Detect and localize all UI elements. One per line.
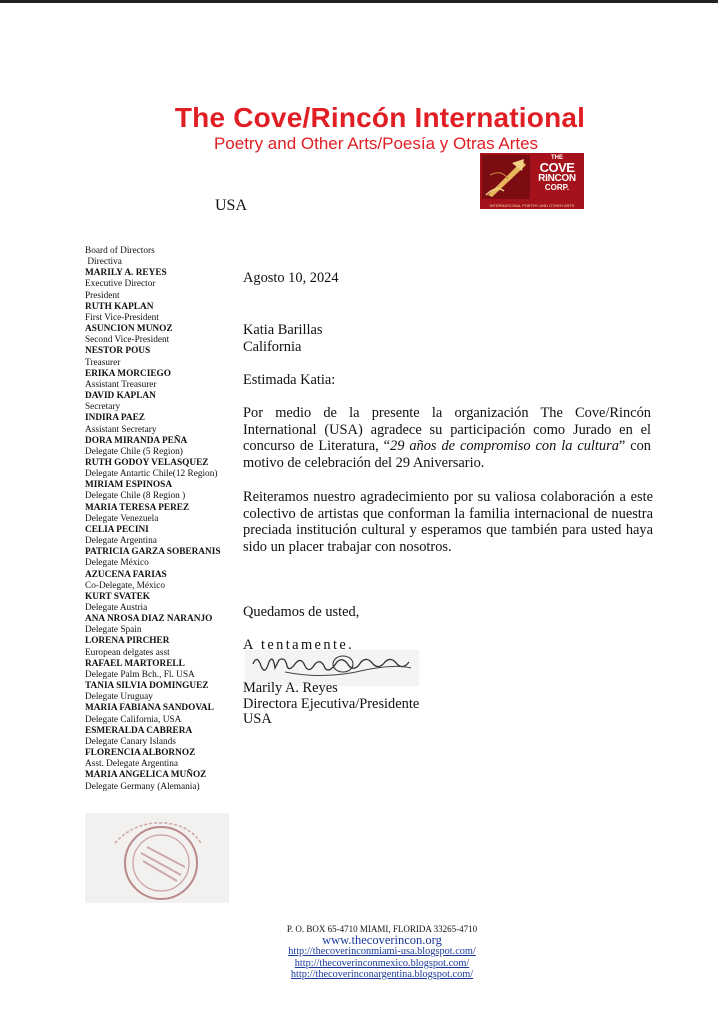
- board-member-name: ESMERALDA CABRERA: [85, 725, 193, 736]
- board-member-name: DORA MIRANDA PEÑA: [85, 435, 188, 446]
- p1-start: Por medio de la presente la organización The Cove/Rincón International (USA) agradece su participación como Jurado en el concurso de Literatura, “: [243, 405, 651, 455]
- signer-block: [243, 681, 419, 728]
- recipient-block: [243, 322, 323, 355]
- header-country: USA: [215, 197, 248, 214]
- blog-link-argentina[interactable]: http://thecoverinconargentina.blogspot.com/: [290, 968, 474, 980]
- board-member-name: ASUNCION MUNOZ: [85, 324, 173, 335]
- letter-date: Agosto 10, 2024: [243, 270, 339, 286]
- logo-wordmark: [532, 155, 582, 192]
- board-member-name: INDIRA PAEZ: [85, 413, 146, 424]
- board-member-role: Secretary: [85, 402, 121, 413]
- board-member-name: MARILY A. REYES: [85, 268, 167, 279]
- board-header-es: Directiva: [85, 257, 122, 268]
- board-member-name: DAVID KAPLAN: [85, 391, 156, 402]
- board-member-name: RAFAEL MARTORELL: [85, 658, 185, 669]
- letter-paragraph-1: [243, 405, 651, 471]
- board-member-role: Delegate Uruguay: [85, 692, 153, 703]
- board-member-role: Delegate Austria: [85, 603, 148, 613]
- board-member-name: ANA NROSA DIAZ NARANJO: [85, 614, 213, 625]
- board-member-role: Assistant Secretary: [85, 424, 157, 435]
- board-member-role: First Vice-President: [85, 312, 159, 323]
- signer-name: Marily A. Reyes: [243, 680, 338, 696]
- logo-line-3: RINCON: [538, 173, 576, 184]
- closing: Quedamos de usted,: [243, 604, 360, 620]
- organization-logo: [480, 153, 584, 209]
- blog-link-mexico[interactable]: http://thecoverinconmexico.blogspot.com/: [294, 957, 470, 969]
- board-member-role: Asst. Delegate Argentina: [85, 759, 179, 770]
- board-of-directors: [85, 246, 221, 793]
- p1-end: ” con motivo de celebración del 29 Aniversario.: [243, 438, 651, 471]
- org-title: The Cove/Rincón International: [174, 102, 586, 133]
- top-border: [0, 0, 718, 3]
- signer-title: Directora Ejecutiva/Presidente: [243, 695, 420, 712]
- seal-stamp: [85, 813, 229, 903]
- logo-line-1: THE: [551, 155, 563, 161]
- board-member-name: FLORENCIA ALBORNOZ: [85, 748, 196, 759]
- board-member-name: MARIA TERESA PEREZ: [85, 502, 190, 513]
- recipient-name: Katia Barillas: [243, 322, 323, 338]
- board-member-name: MIRIAM ESPINOSA: [85, 480, 173, 491]
- sign-off-first: A: [243, 637, 255, 653]
- board-member-role: Delegate Chile (8 Region ): [85, 491, 186, 502]
- quill-pen-icon: [482, 155, 530, 199]
- logo-line-2: COVE: [539, 160, 575, 175]
- board-member-role: Delegate Germany (Alemania): [85, 781, 200, 792]
- footer: [270, 924, 494, 980]
- postal-address: P. O. BOX 65-4710 MIAMI, FLORIDA 33265-4710: [286, 924, 478, 934]
- board-member-role: Delegate México: [85, 558, 149, 569]
- contest-name: 29 años de compromiso con la cultura: [390, 438, 619, 455]
- signer-country: USA: [243, 711, 272, 727]
- board-member-role: European delgates asst: [85, 647, 170, 658]
- greeting: Estimada Katia:: [243, 372, 336, 388]
- board-member-role: Delegate Palm Bch., Fl. USA: [85, 669, 195, 680]
- website-link[interactable]: www.thecoverincon.org: [322, 933, 442, 948]
- board-member-name: RUTH GODOY VELASQUEZ: [85, 457, 209, 468]
- logo-tagline: INTERNATIONAL POETRY AND OTHER ARTS: [489, 203, 575, 208]
- board-member-name: AZUCENA FARIAS: [85, 569, 167, 580]
- board-member-role: Delegate Antartic Chile(12 Region): [85, 469, 218, 480]
- board-member-name: LORENA PIRCHER: [85, 636, 170, 647]
- board-member-role: Second Vice-President: [85, 335, 170, 346]
- board-member-name: PATRICIA GARZA SOBERANIS: [85, 547, 221, 558]
- logo-line-4: CORP.: [544, 183, 570, 192]
- board-member-role: Executive Director: [85, 279, 156, 290]
- board-member-name: CELIA PECINI: [85, 524, 149, 535]
- board-member-role: Delegate Spain: [85, 625, 142, 636]
- board-member-role: Delegate Canary Islands: [85, 736, 176, 747]
- board-member-role: Co-Delegate, México: [85, 580, 166, 591]
- recipient-location: California: [243, 338, 302, 355]
- board-member-role: Delegate Argentina: [85, 536, 157, 547]
- board-member-role: President: [85, 290, 120, 301]
- board-member-name: MARIA ANGELICA MUÑOZ: [85, 770, 207, 781]
- blog-link-miami[interactable]: http://thecoverinconmiami-usa.blogspot.com/: [288, 946, 476, 958]
- board-member-name: TANIA SILVIA DOMINGUEZ: [85, 681, 209, 692]
- letter-paragraph-2: Reiteramos nuestro agradecimiento por su valiosa colaboración a este colectivo de artistas que conforman la familia internacional de nuestra preciada institución cultural y esperamos que también para usted haya sido un placer trabajar con nosotros.: [243, 489, 653, 555]
- board-member-name: MARIA FABIANA SANDOVAL: [85, 703, 214, 714]
- board-member-name: RUTH KAPLAN: [85, 301, 154, 312]
- sign-off-rest: tentamente.: [261, 637, 355, 653]
- board-member-role: Delegate Chile (5 Region): [85, 446, 183, 457]
- board-member-role: Assistant Treasurer: [85, 379, 157, 390]
- board-header-en: Board of Directors: [85, 246, 155, 256]
- board-member-role: Delegate Venezuela: [85, 513, 159, 524]
- board-member-name: KURT SVATEK: [85, 591, 151, 602]
- board-member-role: Treasurer: [85, 357, 121, 368]
- board-member-role: Delegate California, USA: [85, 714, 182, 725]
- org-subtitle: Poetry and Other Arts/Poesía y Otras Artes: [213, 134, 539, 153]
- board-member-name: ERIKA MORCIEGO: [85, 368, 172, 379]
- board-member-name: NESTOR POUS: [85, 346, 151, 357]
